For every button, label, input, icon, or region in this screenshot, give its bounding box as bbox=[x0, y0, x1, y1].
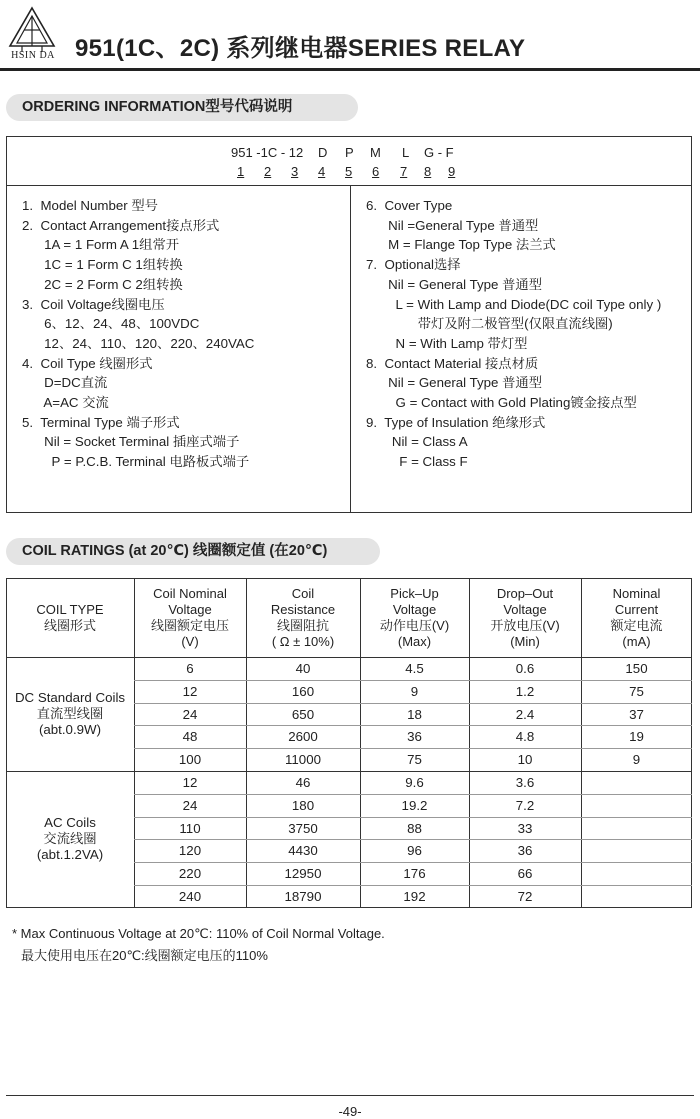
header-divider bbox=[0, 68, 700, 71]
table-cell: 36 bbox=[517, 843, 533, 859]
right-line: Nil =General Type 普通型 bbox=[366, 217, 539, 233]
left-line: 4. Coil Type 线圈形式 bbox=[22, 355, 153, 371]
right-line: N = With Lamp 带灯型 bbox=[366, 335, 528, 351]
table-cell: 160 bbox=[291, 683, 315, 699]
table-row-divider bbox=[134, 725, 692, 726]
table-cell: 24 bbox=[182, 706, 198, 722]
left-line: P = P.C.B. Terminal 电路板式端子 bbox=[22, 454, 250, 470]
table-header-cell: Drop–Out bbox=[496, 585, 554, 601]
page-title: 951(1C、2C) 系列继电器SERIES RELAY bbox=[75, 35, 526, 62]
left-line: 2C = 2 Form C 2组转换 bbox=[22, 276, 183, 292]
right-line: Nil = General Type 普通型 bbox=[366, 276, 543, 292]
table-cell: 9 bbox=[410, 683, 419, 699]
left-line: 5. Terminal Type 端子形式 bbox=[22, 414, 180, 430]
table-header-divider bbox=[6, 657, 692, 658]
footnote: 最大使用电压在20℃:线圈额定电压的110% bbox=[21, 948, 268, 963]
ordering-left-column bbox=[22, 196, 347, 472]
table-cell: 12950 bbox=[284, 866, 322, 882]
table-cell: 650 bbox=[291, 706, 315, 722]
table-header-cell: (mA) bbox=[622, 633, 651, 649]
coil-group-label: 交流线圈 bbox=[43, 831, 97, 847]
table-row-divider bbox=[134, 703, 692, 704]
right-line: G = Contact with Gold Plating镀金接点型 bbox=[366, 395, 637, 411]
right-line: Nil = General Type 普通型 bbox=[366, 375, 543, 391]
code-g-f: G - F bbox=[424, 145, 454, 160]
table-cell: 11000 bbox=[285, 752, 321, 768]
table-cell: 3750 bbox=[288, 820, 318, 836]
right-line: 9. Type of Insulation 绝缘形式 bbox=[366, 414, 546, 430]
code-position: 9 bbox=[448, 164, 456, 179]
code-position: 2 bbox=[264, 164, 272, 179]
table-cell: 40 bbox=[295, 661, 311, 676]
left-line: A=AC 交流 bbox=[22, 395, 109, 411]
table-header-cell: (Max) bbox=[397, 633, 432, 649]
table-cell: 180 bbox=[291, 797, 315, 813]
table-cell: 6 bbox=[186, 661, 194, 676]
table-header-cell: 线圈阻抗 bbox=[276, 617, 329, 633]
right-line: 8. Contact Material 接点材质 bbox=[366, 355, 539, 371]
code-m: M bbox=[370, 145, 381, 160]
table-header-cell: (V) bbox=[181, 633, 199, 649]
right-line: M = Flange Top Type 法兰式 bbox=[366, 237, 556, 253]
table-cell: 19 bbox=[629, 729, 644, 745]
left-line: 1C = 1 Form C 1组转换 bbox=[22, 257, 183, 273]
code-position: 5 bbox=[345, 164, 353, 179]
ordering-divider bbox=[6, 185, 692, 186]
left-line: 3. Coil Voltage线圈电压 bbox=[22, 296, 165, 312]
table-header-cell: Voltage bbox=[503, 601, 547, 617]
table-header-cell: Coil Nominal bbox=[153, 585, 227, 601]
table-cell: 3.6 bbox=[515, 775, 535, 790]
coil-group-label: (abt.1.2VA) bbox=[36, 847, 104, 863]
logo-text: HSIN DA bbox=[11, 50, 55, 61]
table-cell: 240 bbox=[178, 889, 202, 904]
table-header-cell: Voltage bbox=[168, 601, 212, 617]
table-cell: 46 bbox=[295, 775, 311, 790]
right-line: 6. Cover Type bbox=[366, 198, 453, 213]
table-cell: 0.6 bbox=[515, 661, 535, 676]
ordering-section-title: ORDERING INFORMATION型号代码说明 bbox=[6, 94, 358, 121]
table-row-divider bbox=[134, 862, 692, 863]
table-cell: 36 bbox=[407, 729, 422, 745]
table-cell: 75 bbox=[407, 752, 422, 768]
table-cell: 18790 bbox=[284, 889, 322, 904]
table-header-cell: 开放电压(V) bbox=[490, 617, 560, 633]
table-cell: 150 bbox=[625, 661, 648, 676]
table-cell: 176 bbox=[403, 866, 426, 882]
ordering-column-divider bbox=[350, 185, 351, 512]
table-cell: 10 bbox=[517, 752, 533, 768]
right-line: 7. Optional选择 bbox=[366, 257, 461, 273]
table-header-cell: (Min) bbox=[510, 633, 540, 649]
table-row-divider bbox=[134, 839, 692, 840]
left-line: 1. Model Number 型号 bbox=[22, 198, 158, 213]
code-position: 7 bbox=[400, 164, 408, 179]
table-cell: 2.4 bbox=[515, 706, 535, 722]
code-model: 951 -1C - 12 bbox=[231, 145, 304, 160]
table-cell: 4.8 bbox=[515, 729, 535, 745]
table-header-cell: Resistance bbox=[270, 601, 336, 617]
table-row-divider bbox=[134, 817, 692, 818]
table-row-divider bbox=[134, 885, 692, 886]
table-header-cell: Voltage bbox=[392, 601, 437, 617]
coil-group-label: DC Standard Coils bbox=[14, 690, 126, 705]
footnote: * Max Continuous Voltage at 20℃: 110% of Coil Normal Voltage. bbox=[12, 926, 385, 941]
code-position: 1 bbox=[237, 164, 245, 179]
table-cell: 33 bbox=[517, 820, 533, 836]
coil-group-label: AC Coils bbox=[44, 815, 96, 831]
code-d: D bbox=[318, 145, 328, 160]
table-cell: 12 bbox=[182, 775, 198, 790]
table-row-divider bbox=[134, 748, 692, 749]
table-cell: 37 bbox=[629, 706, 644, 722]
right-line: Nil = Class A bbox=[366, 434, 468, 450]
table-cell: 2600 bbox=[288, 729, 318, 745]
table-header-cell: ( Ω ± 10%) bbox=[271, 633, 335, 649]
right-line: F = Class F bbox=[366, 454, 468, 470]
table-cell: 110 bbox=[179, 820, 201, 836]
page-number: -49- bbox=[338, 1104, 362, 1119]
coil-group-label: (abt.0.9W) bbox=[38, 722, 102, 737]
table-header-cell: 线圈形式 bbox=[43, 617, 96, 633]
table-header-cell: 线圈额定电压 bbox=[150, 617, 229, 633]
table-row-divider bbox=[134, 794, 692, 795]
table-header-cell: 动作电压(V) bbox=[379, 617, 450, 633]
ordering-right-column bbox=[366, 196, 691, 472]
code-position: 8 bbox=[424, 164, 432, 179]
code-position: 6 bbox=[372, 164, 380, 179]
table-cell: 48 bbox=[182, 729, 198, 745]
table-header-cell: Nominal bbox=[612, 585, 661, 601]
left-line: 2. Contact Arrangement接点形式 bbox=[22, 217, 220, 233]
table-cell: 9 bbox=[632, 752, 641, 768]
code-p: P bbox=[345, 145, 354, 160]
table-cell: 24 bbox=[182, 797, 198, 813]
left-line: Nil = Socket Terminal 插座式端子 bbox=[22, 434, 240, 450]
table-header-cell: Pick–Up bbox=[390, 585, 439, 601]
code-position: 4 bbox=[318, 164, 326, 179]
table-cell: 88 bbox=[407, 820, 422, 836]
coil-section-title: COIL RATINGS (at 20℃) 线圈额定值 (在20℃) bbox=[6, 538, 380, 565]
table-cell: 66 bbox=[517, 866, 533, 882]
table-cell: 4430 bbox=[288, 843, 318, 859]
table-cell: 120 bbox=[178, 843, 202, 859]
left-line: 6、12、24、48、100VDC bbox=[22, 316, 200, 332]
left-line: D=DC直流 bbox=[22, 375, 108, 391]
table-cell: 1.2 bbox=[515, 683, 535, 699]
table-cell: 192 bbox=[403, 889, 426, 904]
table-cell: 7.2 bbox=[515, 797, 535, 813]
table-cell: 19.2 bbox=[401, 797, 428, 813]
coil-group-label: 直流型线圈 bbox=[36, 706, 104, 721]
table-cell: 100 bbox=[178, 752, 202, 768]
left-line: 12、24、110、120、220、240VAC bbox=[22, 335, 255, 351]
table-row-divider bbox=[134, 680, 692, 681]
right-line: 带灯及附二极管型(仅限直流线圈) bbox=[366, 316, 613, 332]
code-l: L bbox=[402, 145, 410, 160]
table-cell: 4.5 bbox=[405, 661, 424, 676]
table-header-cell: Current bbox=[614, 601, 659, 617]
table-cell: 72 bbox=[517, 889, 533, 904]
left-line: 1A = 1 Form A 1组常开 bbox=[22, 237, 180, 253]
table-cell: 12 bbox=[182, 683, 198, 699]
right-line: L = With Lamp and Diode(DC coil Type only ) bbox=[366, 296, 662, 312]
table-group-divider bbox=[6, 771, 692, 772]
table-header-cell: Coil bbox=[291, 585, 315, 601]
table-cell: 96 bbox=[407, 843, 422, 859]
footer-divider bbox=[6, 1095, 694, 1096]
table-header-cell: 额定电流 bbox=[610, 617, 663, 633]
table-header-cell: COIL TYPE bbox=[36, 601, 104, 617]
table-cell: 220 bbox=[178, 866, 202, 882]
table-cell: 75 bbox=[629, 683, 644, 699]
table-cell: 9.6 bbox=[405, 775, 424, 790]
code-position: 3 bbox=[291, 164, 299, 179]
table-cell: 18 bbox=[407, 706, 422, 722]
